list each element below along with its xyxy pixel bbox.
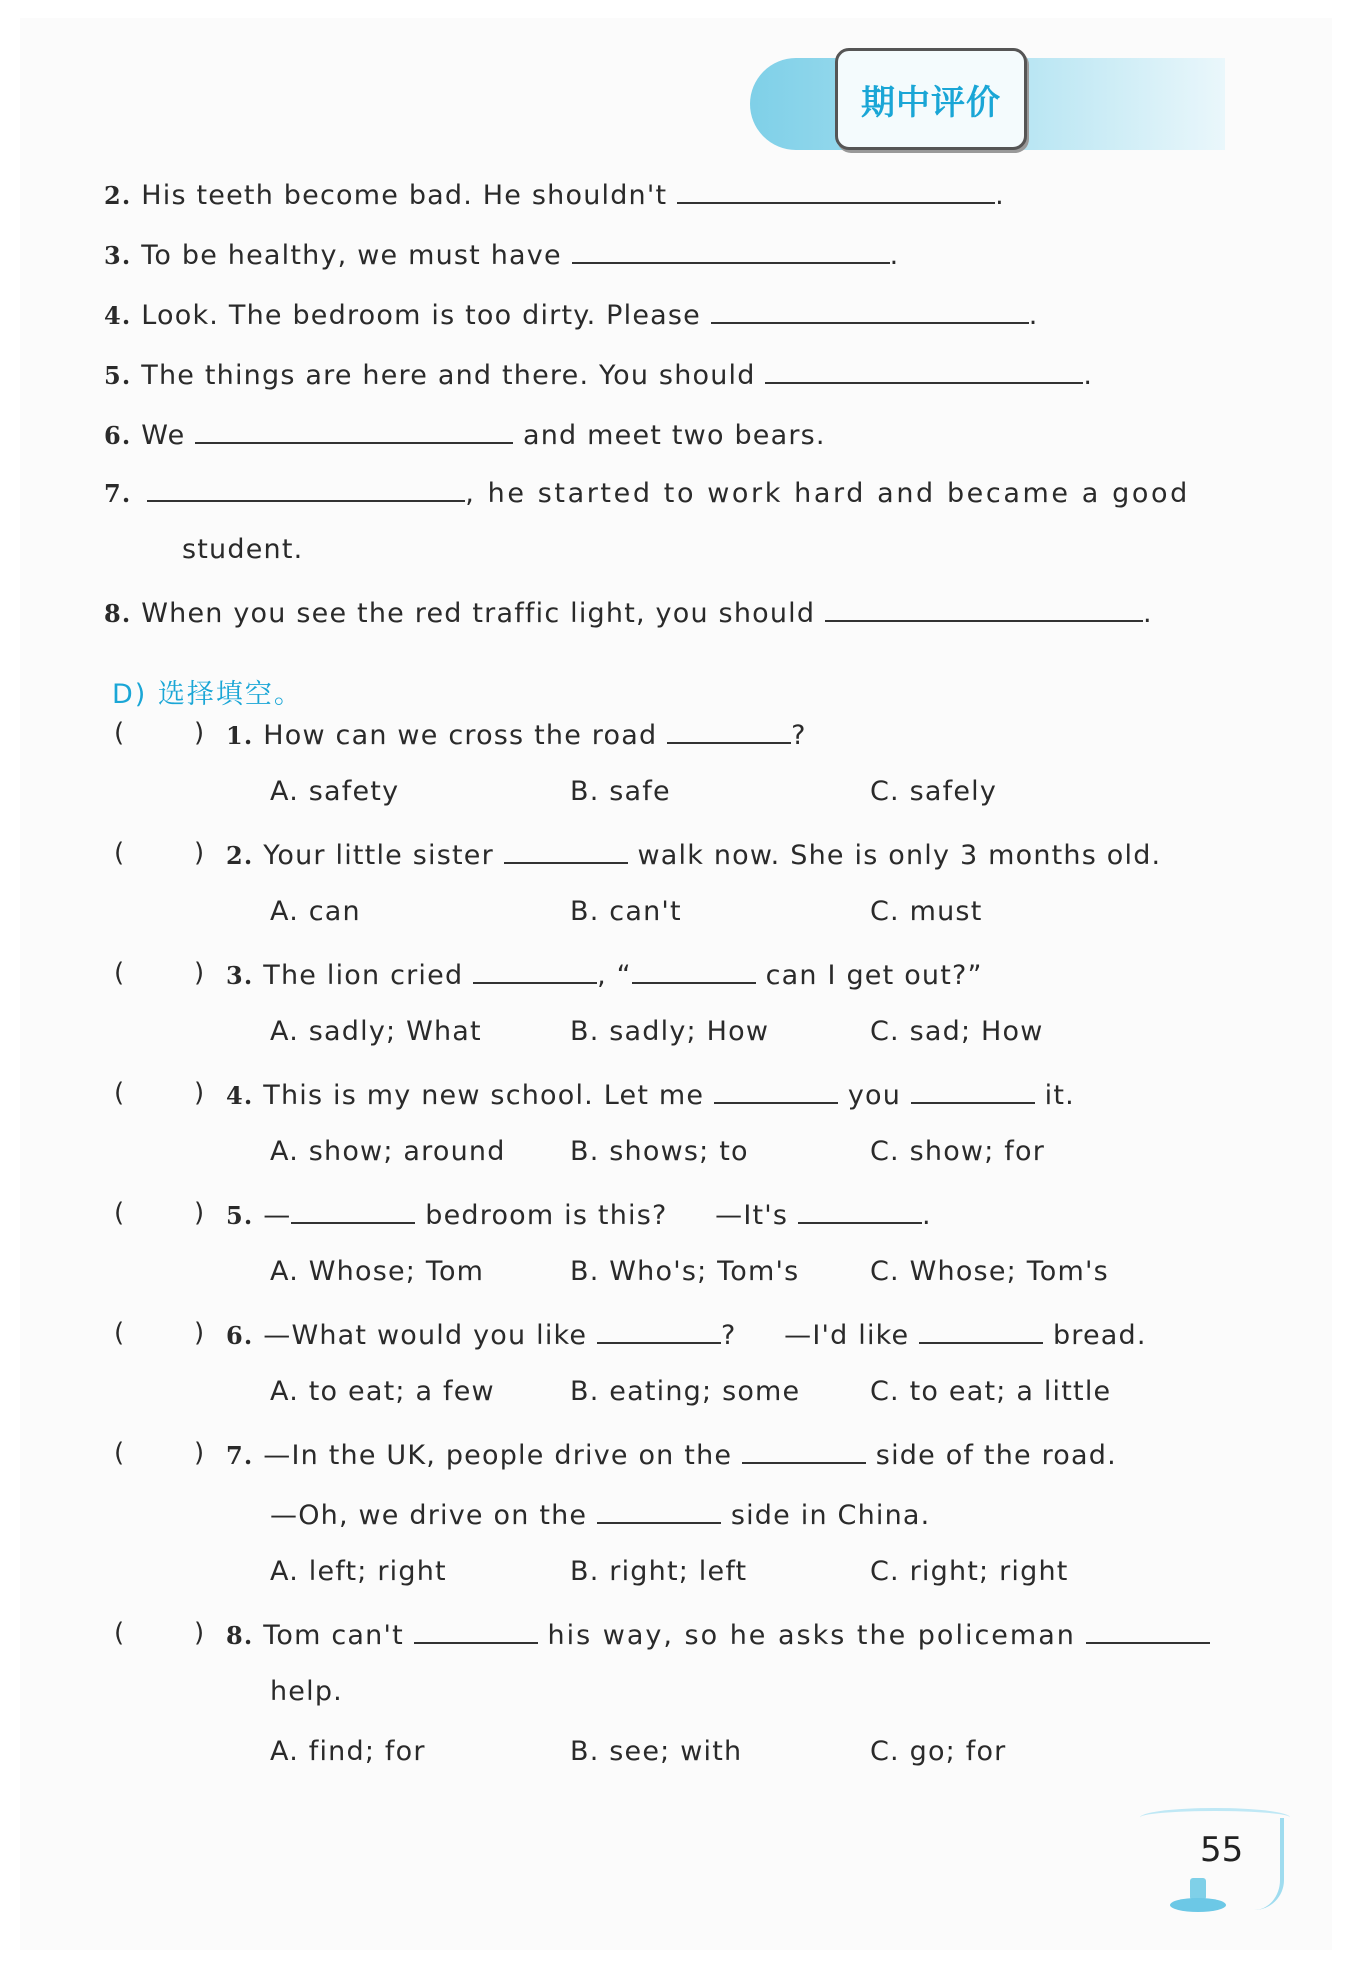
cup-stem-icon bbox=[1190, 1878, 1206, 1900]
answer-blank[interactable] bbox=[911, 1076, 1035, 1104]
question-number: 5. bbox=[226, 1201, 254, 1230]
option-c[interactable]: C. to eat; a little bbox=[870, 1376, 1112, 1407]
option-c[interactable]: C. go; for bbox=[870, 1736, 1007, 1767]
question-number: 4. bbox=[226, 1081, 254, 1110]
option-a[interactable]: A. left; right bbox=[270, 1556, 447, 1587]
question-c3 bbox=[104, 236, 899, 271]
page-number: 55 bbox=[1200, 1830, 1244, 1870]
question-c7-continued bbox=[182, 534, 303, 565]
cup-base-icon bbox=[1170, 1898, 1226, 1912]
question-number: 6. bbox=[226, 1321, 254, 1350]
option-c[interactable]: C. Whose; Tom's bbox=[870, 1256, 1109, 1287]
stem-text: help. bbox=[270, 1676, 343, 1707]
question-number: 2. bbox=[226, 841, 254, 870]
option-a[interactable]: A. to eat; a few bbox=[270, 1376, 495, 1407]
answer-blank[interactable] bbox=[291, 1196, 415, 1224]
header-title: 期中评价 bbox=[861, 82, 1001, 123]
stem-text: ? bbox=[791, 720, 807, 751]
mc-stem bbox=[226, 1076, 1075, 1111]
option-b[interactable]: B. shows; to bbox=[570, 1136, 749, 1167]
option-a[interactable]: A. Whose; Tom bbox=[270, 1256, 485, 1287]
answer-blank[interactable] bbox=[473, 956, 597, 984]
mc-stem bbox=[226, 1616, 1210, 1651]
period: . bbox=[1083, 360, 1094, 391]
option-b[interactable]: B. eating; some bbox=[570, 1376, 801, 1407]
answer-paren-open[interactable]: ( bbox=[114, 718, 125, 748]
mc-stem-line2 bbox=[270, 1676, 343, 1707]
stem-text: side in China. bbox=[730, 1500, 931, 1531]
mc-stem bbox=[226, 1316, 1147, 1351]
answer-paren-open[interactable]: ( bbox=[114, 1198, 125, 1228]
period: . bbox=[995, 180, 1005, 211]
answer-paren-open[interactable]: ( bbox=[114, 1438, 125, 1468]
answer-blank[interactable] bbox=[597, 1496, 721, 1524]
stem-text: —I'd like bbox=[784, 1320, 910, 1351]
question-number: 3. bbox=[226, 961, 254, 990]
answer-paren-close: ) bbox=[194, 958, 205, 988]
section-heading: D) 选择填空。 bbox=[112, 679, 303, 710]
mc-stem bbox=[226, 1196, 932, 1231]
option-c[interactable]: C. right; right bbox=[870, 1556, 1069, 1587]
answer-paren-open[interactable]: ( bbox=[114, 958, 125, 988]
header-box bbox=[835, 48, 1027, 150]
stem-text: — bbox=[263, 1200, 292, 1231]
option-a[interactable]: A. find; for bbox=[270, 1736, 426, 1767]
stem-text: The lion cried bbox=[263, 960, 464, 991]
stem-text: his way, so he asks the policeman bbox=[547, 1620, 1076, 1651]
question-number: 8. bbox=[226, 1621, 254, 1650]
question-number: 6. bbox=[104, 421, 132, 450]
answer-blank[interactable] bbox=[667, 716, 791, 744]
question-text: The things are here and there. You should bbox=[141, 360, 756, 391]
stem-text: side of the road. bbox=[875, 1440, 1117, 1471]
stem-text: How can we cross the road bbox=[263, 720, 658, 751]
stem-text: —What would you like bbox=[263, 1320, 588, 1351]
question-c5 bbox=[104, 356, 1093, 391]
answer-paren-close: ) bbox=[194, 1078, 205, 1108]
option-b[interactable]: B. sadly; How bbox=[570, 1016, 770, 1047]
stem-text: This is my new school. Let me bbox=[263, 1080, 705, 1111]
stem-text: . bbox=[921, 1200, 932, 1231]
mc-stem bbox=[226, 716, 807, 751]
question-text: student. bbox=[182, 534, 304, 565]
option-c[interactable]: C. safely bbox=[870, 776, 998, 807]
question-number: 8. bbox=[104, 599, 132, 628]
answer-paren-close: ) bbox=[194, 718, 205, 748]
answer-paren-close: ) bbox=[194, 1198, 205, 1228]
answer-blank[interactable] bbox=[825, 594, 1143, 622]
answer-paren-open[interactable]: ( bbox=[114, 838, 125, 868]
stem-text: Your little sister bbox=[263, 840, 494, 871]
stem-text: —Oh, we drive on the bbox=[270, 1500, 588, 1531]
question-number: 3. bbox=[104, 241, 132, 270]
stem-text: you bbox=[847, 1080, 902, 1111]
answer-paren-open[interactable]: ( bbox=[114, 1078, 125, 1108]
option-b[interactable]: B. see; with bbox=[570, 1736, 743, 1767]
option-b[interactable]: B. safe bbox=[570, 776, 671, 807]
mc-stem bbox=[226, 1436, 1117, 1471]
stem-text: ? bbox=[721, 1320, 737, 1351]
option-b[interactable]: B. Who's; Tom's bbox=[570, 1256, 800, 1287]
stem-text: Tom can't bbox=[263, 1620, 404, 1651]
option-b[interactable]: B. can't bbox=[570, 896, 682, 927]
workbook-page bbox=[20, 18, 1332, 1950]
stem-text: —In the UK, people drive on the bbox=[263, 1440, 733, 1471]
answer-paren-close: ) bbox=[194, 838, 205, 868]
answer-blank[interactable] bbox=[765, 356, 1083, 384]
answer-blank[interactable] bbox=[798, 1196, 922, 1224]
question-number: 2. bbox=[104, 181, 132, 210]
answer-paren-open[interactable]: ( bbox=[114, 1318, 125, 1348]
question-c8 bbox=[104, 594, 1153, 629]
question-text: Look. The bedroom is too dirty. Please bbox=[141, 300, 701, 331]
question-c4 bbox=[104, 296, 1039, 331]
answer-paren-close: ) bbox=[194, 1618, 205, 1648]
question-text: When you see the red traffic light, you should bbox=[141, 598, 816, 629]
question-text: , he started to work hard and became a good bbox=[465, 478, 1190, 509]
question-c6 bbox=[104, 416, 826, 451]
answer-blank[interactable] bbox=[195, 416, 513, 444]
question-c7 bbox=[104, 474, 1190, 509]
question-number: 4. bbox=[104, 301, 132, 330]
answer-blank[interactable] bbox=[572, 236, 890, 264]
answer-paren-close: ) bbox=[194, 1318, 205, 1348]
option-a[interactable]: A. can bbox=[270, 896, 361, 927]
stem-text: bedroom is this? bbox=[425, 1200, 668, 1231]
period: . bbox=[889, 240, 900, 271]
answer-paren-close: ) bbox=[194, 1438, 205, 1468]
period: . bbox=[1143, 598, 1153, 629]
option-a[interactable]: A. safety bbox=[270, 776, 400, 807]
question-text: and meet two bears. bbox=[523, 420, 826, 451]
answer-blank[interactable] bbox=[714, 1076, 838, 1104]
stem-text: —It's bbox=[715, 1200, 789, 1231]
option-c[interactable]: C. show; for bbox=[870, 1136, 1046, 1167]
answer-blank[interactable] bbox=[414, 1616, 538, 1644]
answer-blank[interactable] bbox=[919, 1316, 1043, 1344]
answer-blank[interactable] bbox=[147, 474, 465, 502]
option-a[interactable]: A. show; around bbox=[270, 1136, 506, 1167]
answer-blank[interactable] bbox=[597, 1316, 721, 1344]
answer-blank[interactable] bbox=[742, 1436, 866, 1464]
option-b[interactable]: B. right; left bbox=[570, 1556, 748, 1587]
stem-text: bread. bbox=[1052, 1320, 1147, 1351]
answer-blank[interactable] bbox=[632, 956, 756, 984]
answer-blank[interactable] bbox=[504, 836, 628, 864]
mc-stem-line2 bbox=[270, 1496, 930, 1531]
question-number: 7. bbox=[226, 1441, 254, 1470]
answer-paren-open[interactable]: ( bbox=[114, 1618, 125, 1648]
question-number: 7. bbox=[104, 479, 132, 508]
answer-blank[interactable] bbox=[711, 296, 1029, 324]
answer-blank[interactable] bbox=[677, 176, 995, 204]
answer-blank[interactable] bbox=[1086, 1616, 1210, 1644]
option-c[interactable]: C. sad; How bbox=[870, 1016, 1044, 1047]
stem-text: can I get out?” bbox=[765, 960, 983, 991]
stem-text: , “ bbox=[597, 960, 632, 991]
question-number: 1. bbox=[226, 721, 254, 750]
stem-text: walk now. She is only 3 months old. bbox=[637, 840, 1162, 871]
stem-text: it. bbox=[1044, 1080, 1075, 1111]
mc-stem bbox=[226, 836, 1161, 871]
question-text: His teeth become bad. He shouldn't bbox=[141, 180, 668, 211]
option-c[interactable]: C. must bbox=[870, 896, 983, 927]
mc-stem bbox=[226, 956, 983, 991]
question-text: We bbox=[141, 420, 186, 451]
question-number: 5. bbox=[104, 361, 132, 390]
question-c2 bbox=[104, 176, 1005, 211]
period: . bbox=[1028, 300, 1039, 331]
question-text: To be healthy, we must have bbox=[141, 240, 562, 271]
option-a[interactable]: A. sadly; What bbox=[270, 1016, 482, 1047]
